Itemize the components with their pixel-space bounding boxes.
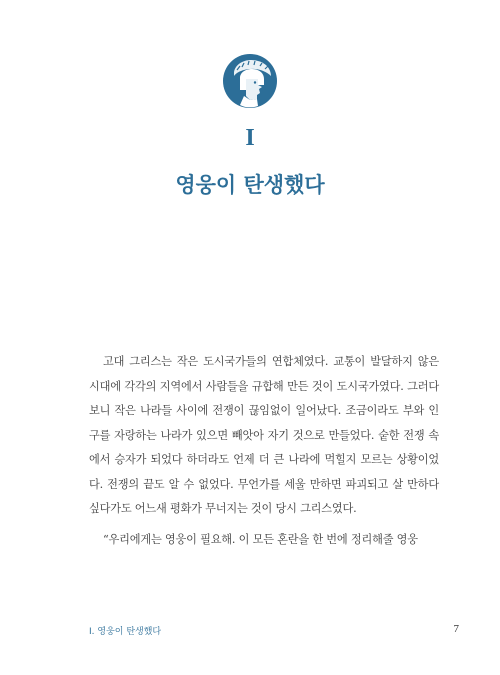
running-footer-title: I. 영웅이 탄생했다 xyxy=(89,627,162,637)
chapter-title: 영웅이 탄생했다 xyxy=(175,173,325,197)
paragraph: 고대 그리스는 작은 도시국가들의 연합체였다. 교통이 발달하지 않은 시대에 각각의 지역에서 사람들을 규합해 만든 것이 도시국가였다. 그러다 보니 작은 나라들 사이에 전쟁이 끊임없이 일어났다. 조금이라도 부와 인구를 자랑하는 나라가 있으면 빼앗아 자기 것으로 만들었다. 숱한 전쟁 속에서 승자가 되었다 하더라도 언제 더 큰 나라에 먹힐지 모르는 상황이었다. 전쟁의 끝도 알 수 없었다. 무언가를 세울 만하면 파괴되고 살 만하다 싶다가도 어느새 평화가 무너지는 것이 당시 그리스였다. xyxy=(89,355,439,515)
chapter-numeral: I xyxy=(245,125,255,151)
greek-warrior-helmet-icon xyxy=(222,52,278,110)
body-text xyxy=(89,350,439,552)
paragraph: “우리에게는 영웅이 필요해. 이 모든 혼란을 한 번에 정리해줄 영웅 xyxy=(103,532,418,546)
page-number: 7 xyxy=(453,623,459,635)
